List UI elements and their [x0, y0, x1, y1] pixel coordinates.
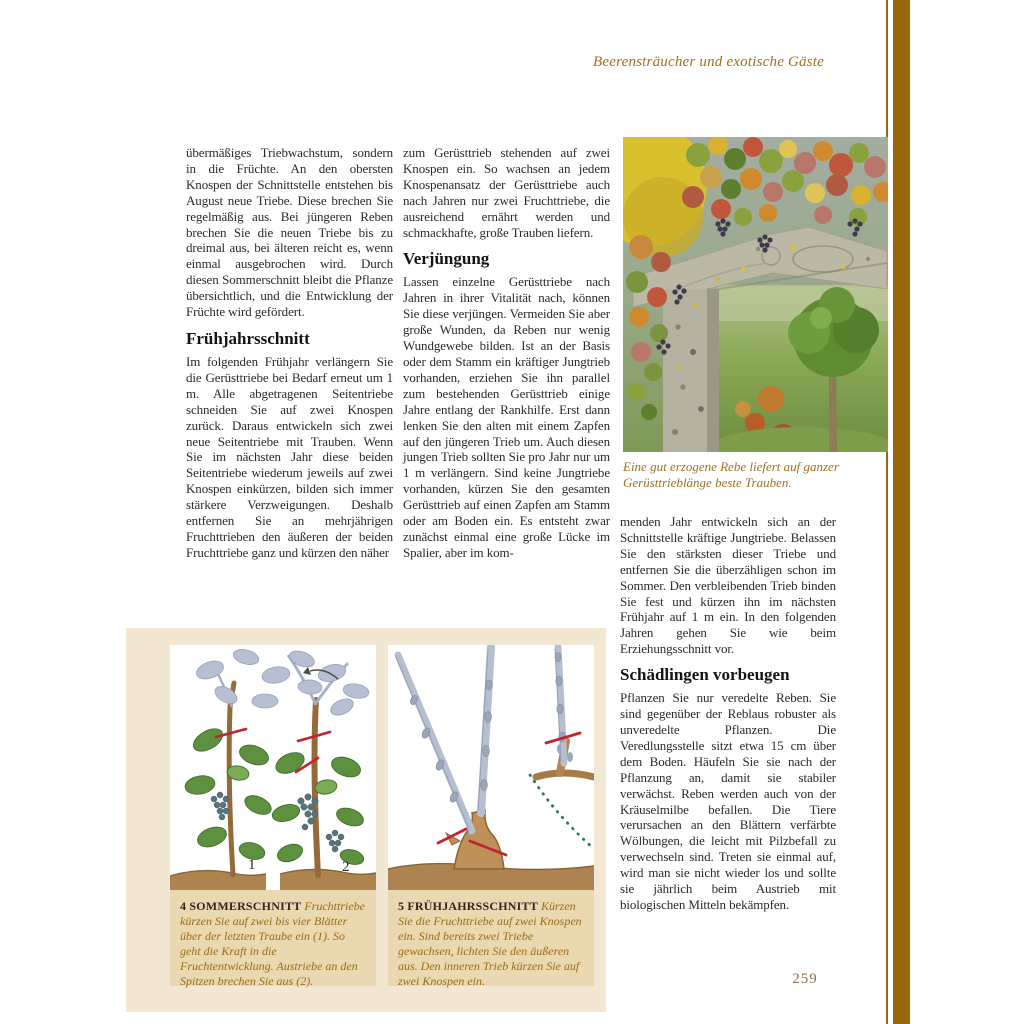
figure-label: 5 FRÜHJAHRSSCHNITT — [398, 899, 538, 913]
fruehjahrsschnitt-illustration — [388, 645, 594, 890]
figure-panel-sommerschnitt — [170, 645, 376, 986]
text-column-2 — [403, 145, 610, 561]
section-heading-schaedlingen: Schädlingen vorbeugen — [620, 665, 790, 685]
figure-label: 4 SOMMERSCHNITT — [180, 899, 302, 913]
figure-marker-1: 1 — [248, 857, 256, 873]
figure-caption-5 — [388, 890, 594, 986]
sommerschnitt-illustration — [170, 645, 376, 890]
running-head: Beerensträucher und exotische Gäste — [593, 54, 824, 70]
section-heading-fruehjahrsschnitt: Frühjahrsschnitt — [186, 328, 310, 348]
paragraph: übermäßiges Triebwachstum, sondern in die Früchte. An den obersten Knospen der Schnittstelle entstehen bis August neue Triebe. Diese brechen Sie regelmäßig aus. Bei jüngeren Reben brechen Sie die neuen Triebe bis zu dreimal aus, bei älteren reicht es, wenn einmal ausgebrochen wird. Durch diesen Sommerschnitt bleibt die Pflanze übersichtlich, und die Entwicklung der Früchte wird gefördert. — [186, 145, 393, 320]
figure-caption-text: Fruchttriebe kürzen Sie auf zwei bis vier Blätter über der letzten Traube ein (1). So geht die Kraft in die Fruchtentwicklung. Austriebe an den Spitzen brechen Sie aus (2). — [180, 899, 366, 988]
paragraph: menden Jahr entwickeln sich an der Schnittstelle kräftige Jungtriebe. Belassen Sie den stärksten dieser Triebe und entfernen Sie die überzähligen schon im Sommer. Den verbleibenden Trieb binden Sie fest und kürzen ihn im nächsten Frühjahr auf 1 m ein. In den folgenden Jahren gehen Sie wie beim Erziehungsschnitt vor. — [620, 514, 836, 657]
page-number: 259 — [792, 971, 818, 987]
text-column-1 — [186, 145, 393, 561]
paragraph: Lassen einzelne Gerüsttriebe nach Jahren in ihrer Vitalität nach, können Sie diese verjüngen. Vermeiden Sie aber große Wunden, da Reben nur wenig Wundgewebe bilden. Ist an der Basis oder dem Stamm ein kräftiger Jungtrieb vorhanden, erziehen Sie ihn parallel zum bestehenden Gerüsttrieb einige Jahre entlang der Rankhilfe. Erst dann lenken Sie den alten mit einem Zapfen auf den jüngeren Trieb um. Auch diesen jungen Trieb sollten Sie pro Jahr nur um 1 m verlängern. Sind keine Jungtriebe vorhanden, kürzen Sie den gesamten Gerüsttrieb auf einen Zapfen am Stamm oder am Boden ein. Es entsteht zwar zunächst einmal eine große Lücke im Spalier, aber im kom- — [403, 274, 610, 560]
text-column-3 — [620, 514, 836, 913]
figure-panel-fruehjahrsschnitt — [388, 645, 594, 986]
figure-box — [126, 628, 606, 1012]
figure-marker-2: 2 — [342, 859, 350, 875]
arch-photo-illustration — [623, 137, 888, 452]
figure-caption-4 — [170, 890, 376, 986]
paragraph: Pflanzen Sie nur veredelte Reben. Sie sind gegenüber der Reblaus robuster als unveredelte Pflanzen. Die Veredlungsstelle sitzt etwa 15 cm über dem Boden. Häufeln Sie sie nach der Pflanzung an, damit sie stabiler verwächst. Reben werden auch von der Kräuselmilbe befallen. Die Tiere verursachen an den Blättern verfärbte Wölbungen, die leicht mit Pilzbefall zu verwechseln sind. Treten sie einmal auf, wird man sie nicht wieder los und sollte sie jährlich beim Austrieb mit biologischen Mitteln bekämpfen. — [620, 690, 836, 912]
figure-caption-text: Kürzen Sie die Fruchttriebe auf zwei Knospen ein. Sind bereits zwei Triebe gewachsen, lichten Sie den äußeren aus. Den inneren Trieb kürzen Sie auf zwei Knospen ein. — [398, 899, 582, 988]
section-heading-verjuengung: Verjüngung — [403, 249, 490, 269]
paragraph: zum Gerüsttrieb stehenden auf zwei Knospen ein. So wachsen an jedem Knospenansatz der Gerüsttriebe auch nach Jahren nur zwei Fruchttriebe, die ausreichend ernährt werden und schmackhafte, große Trauben liefern. — [403, 145, 610, 240]
paragraph: Im folgenden Frühjahr verlängern Sie die Gerüsttriebe bei Bedarf erneut um 1 m. Alle abgetragenen Seitentriebe schneiden Sie auf zwei Knospen zurück. Daraus entwickeln sich zwei neue Seitentriebe mit Trauben. Wenn Sie im nächsten Jahr diese beiden Seitentriebe wiederum jeweils auf zwei Knospen einkürzen, bilden sich immer stärkere Verzweigungen. Deshalb entfernen Sie an mehrjährigen Fruchttrieben den äußeren der beiden Fruchttriebe ganz und kürzen den näher — [186, 353, 393, 560]
photo-caption: Eine gut erzogene Rebe liefert auf ganzer Gerüsttrieblänge beste Trauben. — [623, 459, 839, 490]
arch-photo — [623, 137, 888, 452]
margin-rule-wide — [893, 0, 910, 1024]
